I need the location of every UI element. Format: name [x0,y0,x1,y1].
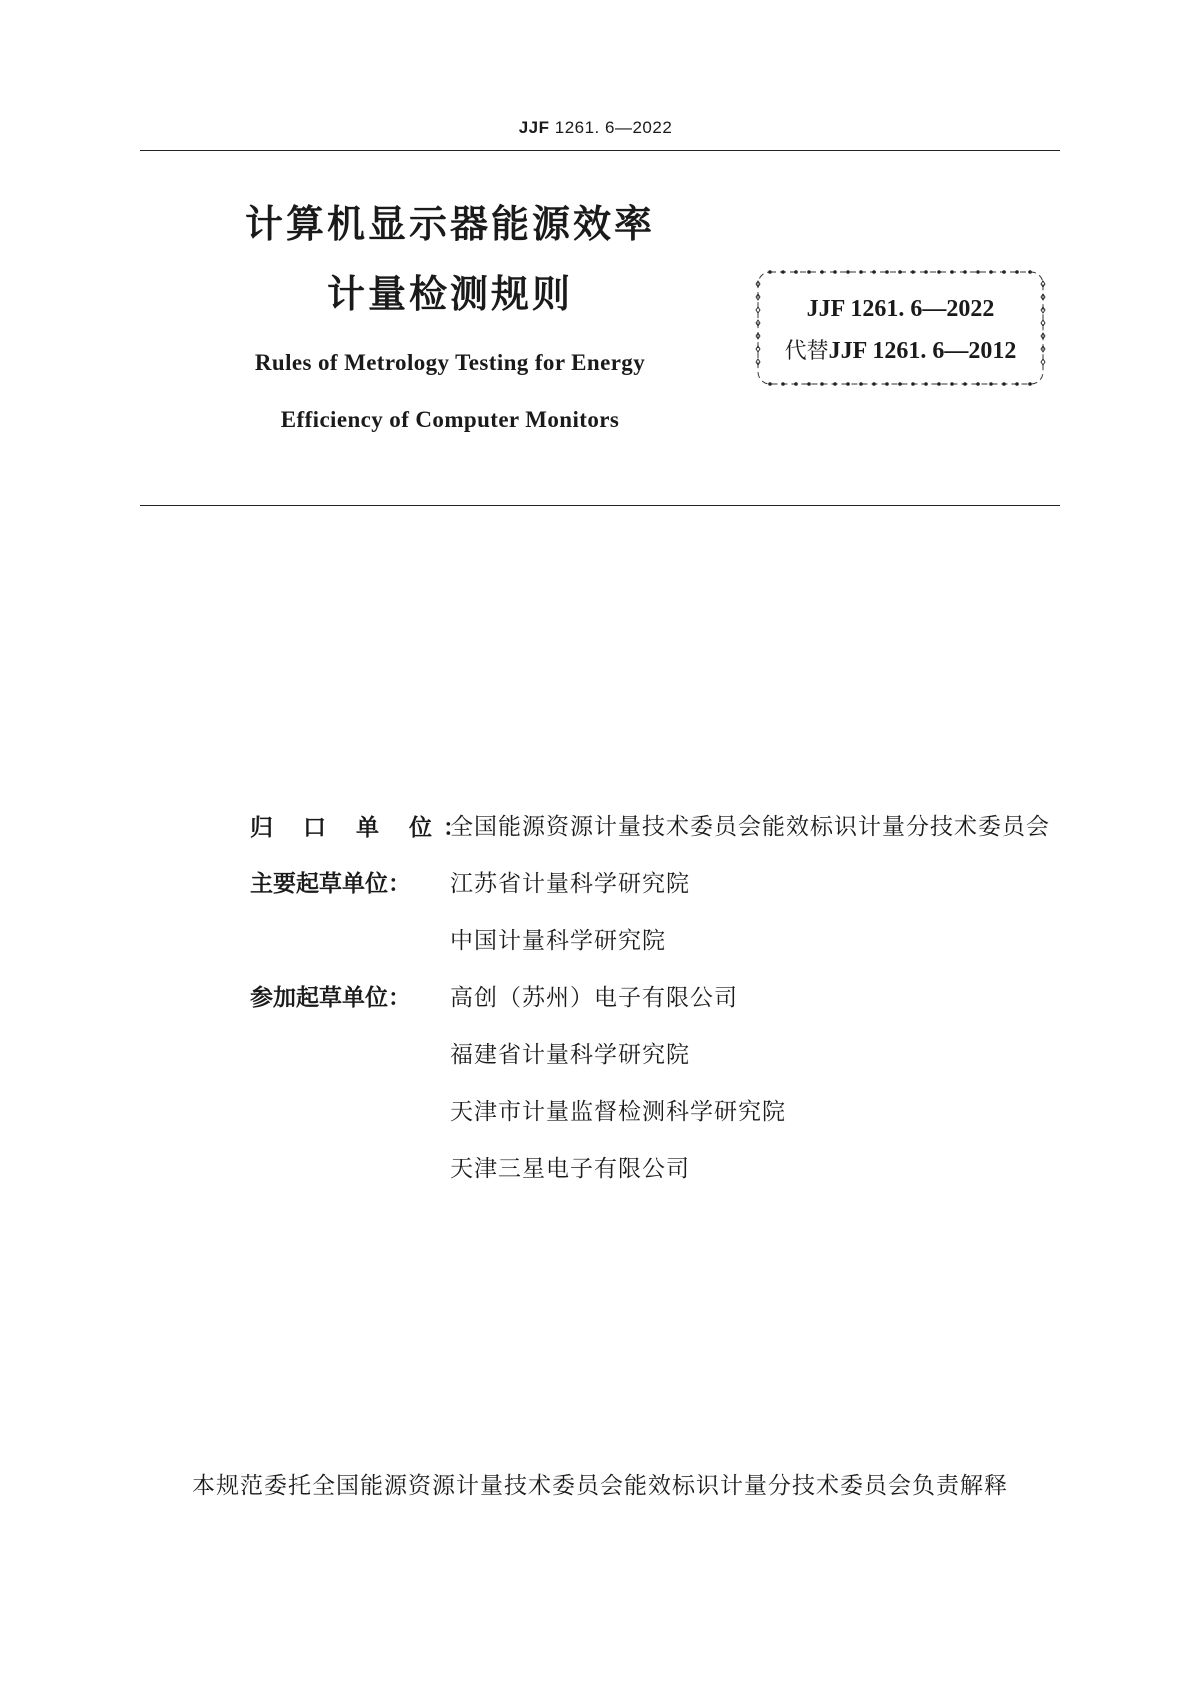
title-en-line1: Rules of Metrology Testing for Energy [254,350,646,375]
unit-label: 主要起草单位： [250,871,411,897]
unit-row-participating [250,975,1070,1203]
unit-value: 高创（苏州）电子有限公司 [450,985,738,1011]
title-cn-line2: 计量检测规则 [326,272,573,316]
units-section [250,805,1070,1203]
title-en-line2: Efficiency of Computer Monitors [280,407,620,432]
ornamental-frame [752,266,1049,390]
running-header-code: 1261. 6—2022 [554,118,673,137]
unit-label: 归 口 单 位： [250,815,478,841]
header-divider [140,150,1060,151]
replaces-code: JJF 1261. 6—2012 [828,338,1017,364]
replaces-prefix: 代替 [784,339,829,364]
unit-value: 江苏省计量科学研究院 [450,871,690,897]
unit-value: 天津三星电子有限公司 [450,1156,690,1182]
unit-label: 参加起草单位： [250,985,411,1011]
unit-value: 全国能源资源计量技术委员会能效标识计量分技术委员会 [450,814,1050,840]
unit-row-responsible [250,805,1070,861]
title-cn-line1: 计算机显示器能源效率 [244,202,655,246]
unit-row-main-drafting [250,861,1070,975]
title-block [150,200,750,435]
title-divider [140,505,1060,506]
unit-value: 福建省计量科学研究院 [450,1042,690,1068]
running-header [0,118,1191,138]
running-header-prefix: JJF [518,118,550,137]
footer-note: 本规范委托全国能源资源计量技术委员会能效标识计量分技术委员会负责解释 [192,1473,1008,1499]
replaces-line [752,334,1049,365]
standard-code-box [752,266,1049,390]
unit-value: 天津市计量监督检测科学研究院 [450,1099,786,1125]
standard-code: JJF 1261. 6—2022 [806,296,995,322]
unit-value: 中国计量科学研究院 [450,928,666,954]
